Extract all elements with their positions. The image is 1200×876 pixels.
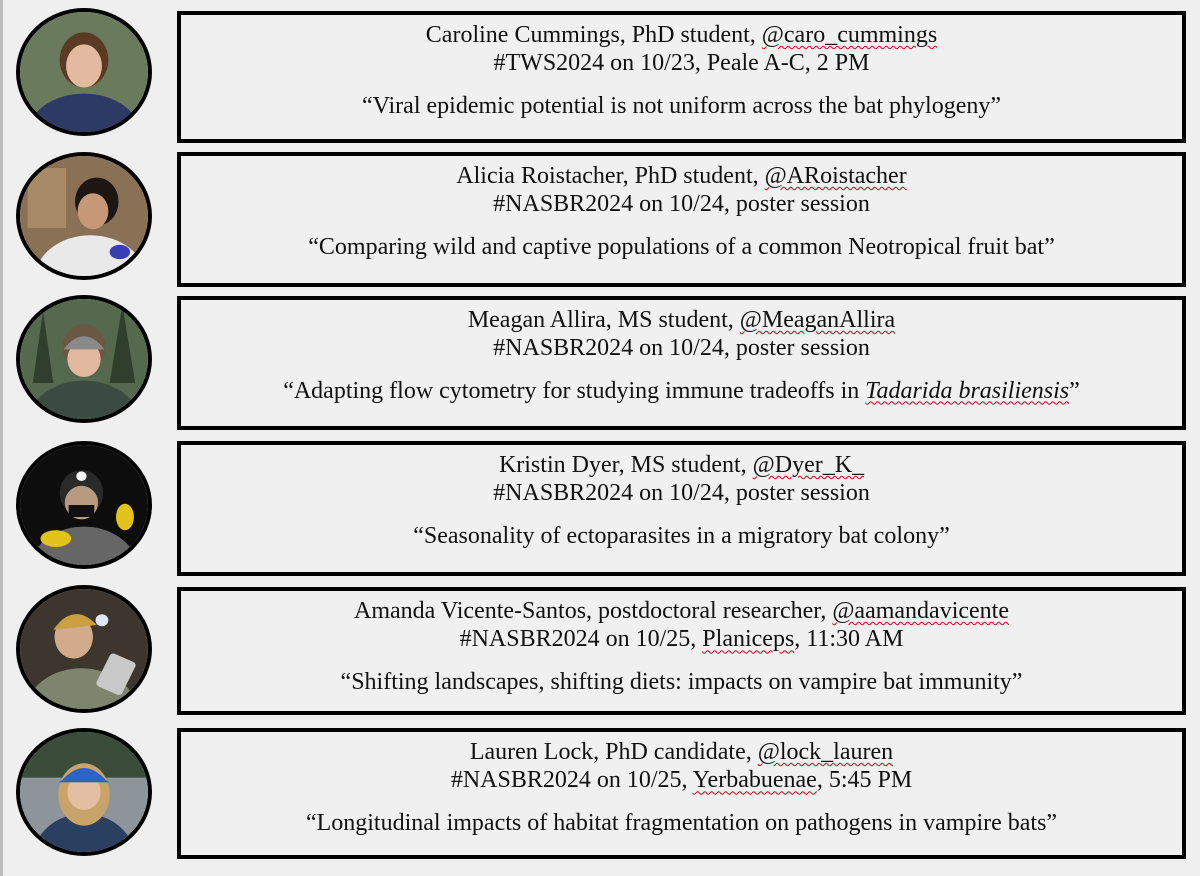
presenter-handle[interactable]: @caro_cummings [761,22,938,48]
presenter-name-line [181,451,1182,479]
session-line [181,766,1182,794]
session-info: #TWS2024 on 10/23, Peale A-C, 2 PM [493,50,870,77]
session-info: #NASBR2024 on 10/24, poster session [493,335,870,362]
presenter-name-role: Amanda Vicente-Santos, postdoctoral researcher, [354,598,833,624]
presenter-photo [16,441,152,569]
presenter-handle[interactable]: @lock_lauren [757,739,894,765]
presenter-handle[interactable]: @MeaganAllira [739,307,896,333]
session-time: , 5:45 PM [816,767,913,794]
presenter-name-role: Lauren Lock, PhD candidate, [469,739,758,765]
presenter-name-role: Caroline Cummings, PhD student, [425,22,762,48]
presenter-handle[interactable]: @ARoistacher [764,163,907,189]
talk-title-text: “Longitudinal impacts of habitat fragmentation on pathogens in vampire bats” [305,809,1058,836]
session-room: Yerbabuenae [692,767,817,794]
presenter-name-line [181,162,1182,190]
session-line [181,190,1182,218]
talk-title-text: “Adapting flow cytometry for studying immune tradeoffs in [283,377,866,404]
talk-title [181,809,1182,837]
presenter-name-line [181,597,1182,625]
page-left-edge [0,0,3,876]
presenter-name-role: Alicia Roistacher, PhD student, [456,163,765,189]
presenter-photo [16,295,152,423]
presenter-card [177,587,1186,715]
talk-title-text: “Comparing wild and captive populations of a common Neotropical fruit bat” [308,233,1055,260]
session-line [181,479,1182,507]
presenter-handle[interactable]: @Dyer_K_ [752,452,865,478]
presenter-name-role: Kristin Dyer, MS student, [498,452,753,478]
talk-title-text: “Viral epidemic potential is not uniform across the bat phylogeny” [361,92,1002,119]
presenter-photo [16,728,152,856]
session-time: , 11:30 AM [794,626,904,653]
talk-title [181,668,1182,696]
presenter-name-line [181,738,1182,766]
talk-title [181,233,1182,261]
presenter-photo [16,585,152,713]
talk-title [181,92,1182,120]
session-info: #NASBR2024 on 10/24, poster session [493,480,870,507]
presenter-card [177,152,1186,287]
presenter-handle[interactable]: @aamandavicente [832,598,1009,624]
session-info: #NASBR2024 on 10/24, poster session [493,191,870,218]
talk-title [181,377,1182,405]
session-info: #NASBR2024 on 10/25, [450,767,693,794]
session-line [181,334,1182,362]
presenter-card [177,296,1186,430]
talk-title-species: Tadarida brasiliensis [865,377,1070,404]
session-info: #NASBR2024 on 10/25, [459,626,703,653]
presenter-card [177,728,1186,859]
presenter-name-role: Meagan Allira, MS student, [467,307,740,333]
presenter-card [177,441,1186,576]
presenter-card [177,11,1186,143]
talk-title-text: “Shifting landscapes, shifting diets: impacts on vampire bat immunity” [340,668,1023,695]
session-line [181,49,1182,77]
presenter-photo [16,152,152,280]
presenter-name-line [181,21,1182,49]
talk-title-text: “Seasonality of ectoparasites in a migratory bat colony” [413,522,950,549]
talk-title-end: ” [1069,377,1080,404]
presenter-photo [16,8,152,136]
session-line [181,625,1182,653]
presenter-name-line [181,306,1182,334]
talk-title [181,522,1182,550]
session-room: Planiceps [702,626,795,653]
